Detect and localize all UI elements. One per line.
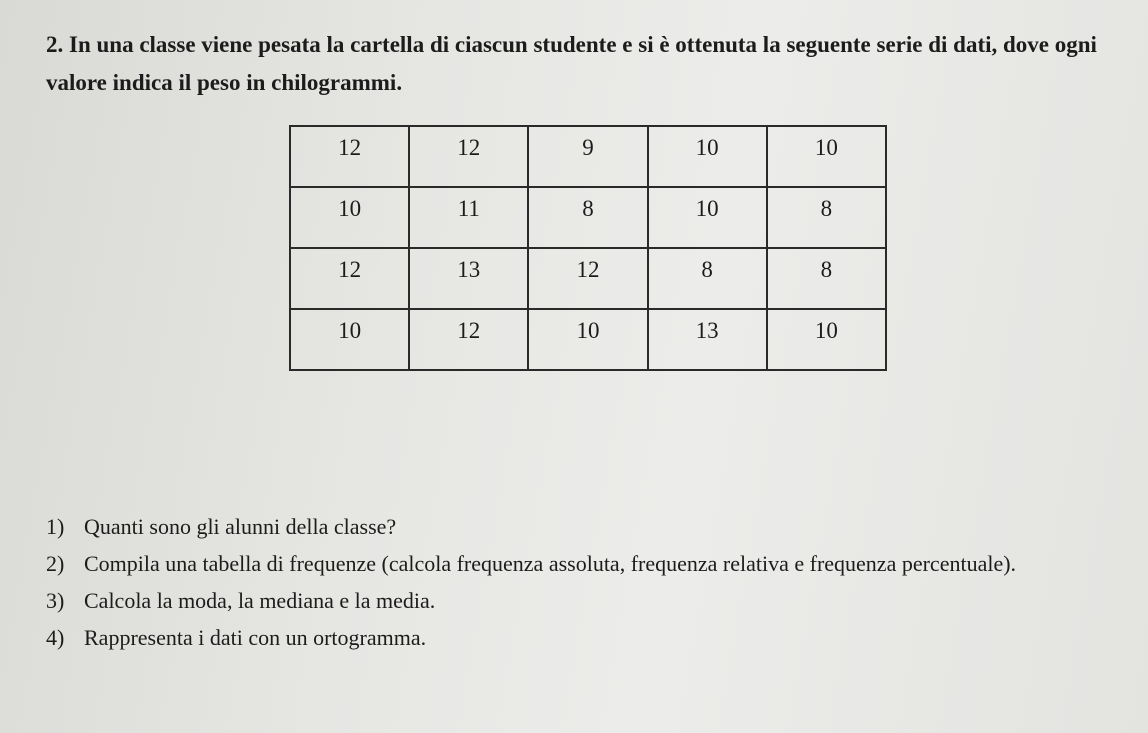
table-cell: 12 — [290, 248, 409, 309]
question-text: Compila una tabella di frequenze (calcola frequenza assoluta, frequenza relativa e frequenza percentuale). — [84, 551, 1017, 576]
table-cell: 9 — [528, 126, 647, 187]
table-cell: 12 — [528, 248, 647, 309]
question-text: Calcola la moda, la mediana e la media. — [84, 588, 436, 613]
data-table — [289, 125, 887, 371]
table-cell: 13 — [648, 309, 767, 370]
table-cell: 12 — [290, 126, 409, 187]
table-cell: 8 — [528, 187, 647, 248]
question-number: 4) — [46, 625, 65, 650]
table-cell: 10 — [290, 187, 409, 248]
question-item — [46, 619, 1136, 656]
table-row — [290, 309, 886, 370]
question-number: 3) — [46, 588, 65, 613]
question-item — [46, 582, 1136, 619]
table-cell: 13 — [409, 248, 528, 309]
question-text: Quanti sono gli alunni della classe? — [84, 514, 397, 539]
table-cell: 10 — [528, 309, 647, 370]
table-cell: 10 — [648, 187, 767, 248]
table-cell: 12 — [409, 126, 528, 187]
table-cell: 10 — [290, 309, 409, 370]
table-row — [290, 187, 886, 248]
question-list — [46, 508, 1136, 656]
question-text: Rappresenta i dati con un ortogramma. — [84, 625, 427, 650]
problem-statement: 2. In una classe viene pesata la cartella di ciascun studente e si è ottenuta la seguente serie di dati, dove ogni valore indica il peso in chilogrammi. — [46, 32, 1097, 95]
table-row — [290, 248, 886, 309]
question-item — [46, 508, 1136, 545]
table-cell: 12 — [409, 309, 528, 370]
question-number: 2) — [46, 551, 65, 576]
table-cell: 10 — [767, 126, 886, 187]
question-item — [46, 545, 1136, 582]
table-cell: 10 — [648, 126, 767, 187]
question-number: 1) — [46, 514, 65, 539]
table-cell: 8 — [767, 187, 886, 248]
table-cell: 8 — [767, 248, 886, 309]
table-cell: 8 — [648, 248, 767, 309]
table-cell: 10 — [767, 309, 886, 370]
table-cell: 11 — [409, 187, 528, 248]
table-row — [290, 126, 886, 187]
